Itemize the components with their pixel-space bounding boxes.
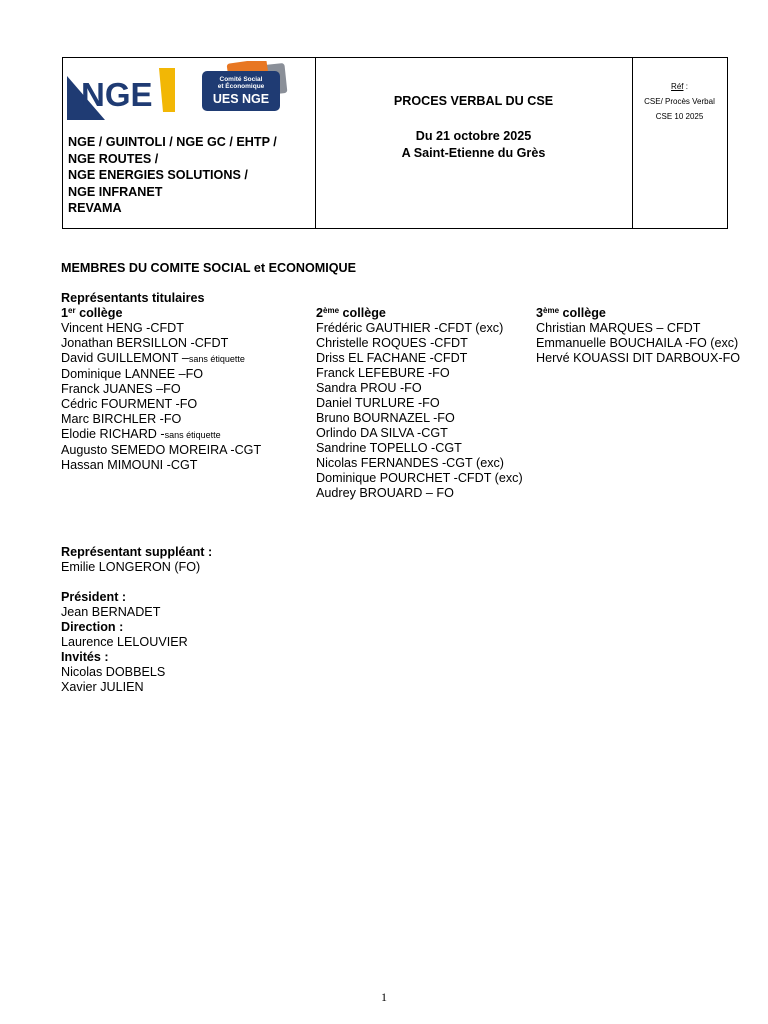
meeting-place: A Saint-Etienne du Grès [401,146,546,160]
reference-line-3: CSE 10 2025 [655,112,704,121]
direction-label: Direction : [61,620,124,634]
member-item [61,397,261,412]
header-right-cell [632,58,727,228]
entity-line: NGE INFRANET [68,184,163,199]
member-name: Augusto SEMEDO MOREIRA -CGT [61,443,262,457]
college-3-heading [536,306,740,321]
header-middle-cell [315,58,633,228]
reference-label-text: Réf [671,82,684,91]
college-1-num: 1 [61,306,69,320]
direction-name: Laurence LELOUVIER [61,635,188,649]
college-2-sup: ème [323,306,340,315]
member-item [61,427,261,443]
entities-list [68,134,312,217]
member-item [61,458,261,473]
president-label: Président : [61,590,127,604]
college-1-heading [61,306,261,321]
reference-label-colon: : [683,82,688,91]
member-item: Dominique POURCHET -CFDT (exc) [316,471,523,485]
member-name: Jonathan BERSILLON -CFDT [61,336,229,350]
members-section-title: MEMBRES DU COMITE SOCIAL et ECONOMIQUE [61,261,357,275]
member-name: Elodie RICHARD - [61,427,165,441]
member-note: sans étiquette [164,430,221,440]
invite-item: Xavier JULIEN [61,680,144,694]
member-item: Bruno BOURNAZEL -FO [316,411,455,425]
member-item [61,321,261,336]
member-item: Driss EL FACHANE -CFDT [316,351,468,365]
meeting-date: Du 21 octobre 2025 [415,129,532,143]
college-1-sup: er [68,306,76,315]
member-name: David GUILLEMONT – [61,351,189,365]
entity-line: NGE ENERGIES SOLUTIONS / [68,168,248,182]
member-name: Vincent HENG -CFDT [61,321,184,335]
reference-block [632,79,727,124]
invite-item: Nicolas DOBBELS [61,665,166,679]
invites-list [61,665,165,695]
college-3-word: collège [559,306,606,320]
meeting-info [315,128,632,162]
member-item: Orlindo DA SILVA -CGT [316,426,448,440]
document-title: PROCES VERBAL DU CSE [393,94,554,108]
entity-line: NGE / GUINTOLI / NGE GC / EHTP / [68,135,277,149]
member-item: Sandra PROU -FO [316,381,422,395]
member-note: sans étiquette [188,354,245,364]
page-number: 1 [381,990,387,1004]
member-item [61,367,261,382]
member-item: Christelle ROQUES -CFDT [316,336,468,350]
college-3-sup: ème [543,306,560,315]
member-name: Cédric FOURMENT -FO [61,397,198,411]
member-item [61,382,261,397]
member-item [61,336,261,351]
entity-line: REVAMA [68,201,122,215]
college-2-heading [316,306,523,321]
header-left-cell [63,58,316,228]
cse-logo [198,61,290,115]
nge-logo-text: NGE [81,76,153,113]
cse-logo-brand: UES NGE [212,92,270,106]
member-name: Hassan MIMOUNI -CGT [61,458,198,472]
document-header [62,57,728,229]
member-item [61,412,261,427]
invites-label: Invités : [61,650,109,664]
member-item [61,443,261,458]
member-item: Christian MARQUES – CFDT [536,321,701,335]
nge-logo [67,68,175,120]
president-name: Jean BERNADET [61,605,161,619]
college-2-column [316,306,523,501]
suppleant-name: Emilie LONGERON (FO) [61,560,201,574]
member-item [61,351,261,367]
suppleant-label: Représentant suppléant : [61,545,213,559]
member-item: Nicolas FERNANDES -CGT (exc) [316,456,504,470]
cse-logo-line1: Comité Social [219,76,263,83]
member-item: Franck LEFEBURE -FO [316,366,450,380]
college-3-num: 3 [536,306,544,320]
titulaires-label: Représentants titulaires [61,291,205,305]
entity-line: NGE ROUTES / [68,151,159,166]
member-name: Marc BIRCHLER -FO [61,412,182,426]
member-name: Dominique LANNEE –FO [61,367,204,381]
member-item: Emmanuelle BOUCHAILA -FO (exc) [536,336,739,350]
cse-logo-line2: et Économique [217,83,265,90]
reference-line-2: CSE/ Procès Verbal [644,97,715,106]
college-2-word: collège [339,306,386,320]
reference-label [632,79,727,94]
college-2-num: 2 [316,306,324,320]
member-item: Sandrine TOPELLO -CGT [316,441,462,455]
member-item: Audrey BROUARD – FO [316,486,454,500]
member-item: Hervé KOUASSI DIT DARBOUX-FO [536,351,741,365]
member-item: Daniel TURLURE -FO [316,396,440,410]
college-1-word: collège [75,306,123,320]
college-1-column [61,306,261,473]
college-3-column [536,306,740,366]
member-name: Franck JUANES –FO [61,382,181,396]
member-item: Frédéric GAUTHIER -CFDT (exc) [316,321,504,335]
